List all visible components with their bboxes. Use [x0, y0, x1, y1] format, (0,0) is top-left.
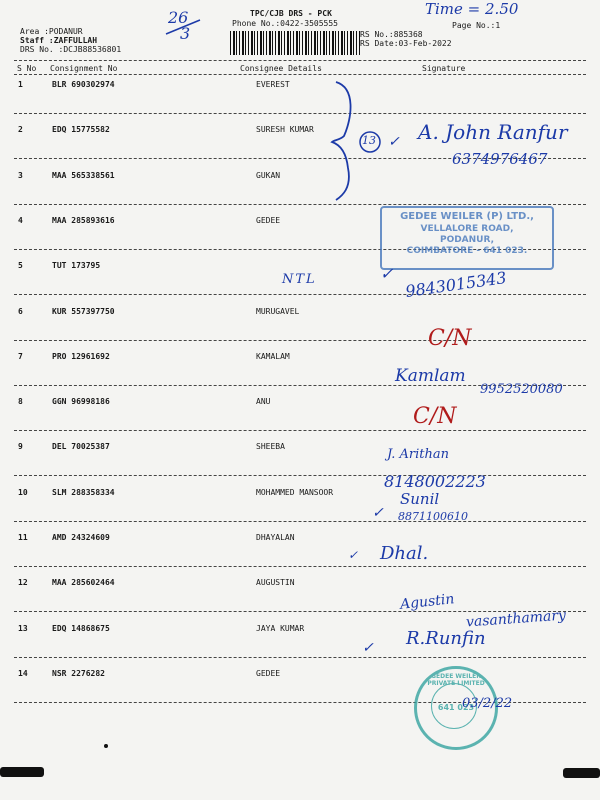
serial-number: 8: [18, 397, 23, 407]
serial-number: 10: [18, 487, 28, 497]
fraction-line: [164, 16, 204, 36]
serial-number: 14: [18, 668, 28, 678]
col-sno: S No: [17, 64, 37, 73]
ntl-note: NTL: [282, 272, 317, 287]
check-mark-10: ✓: [372, 505, 384, 521]
row-divider: [14, 294, 586, 295]
fraction-bottom: 3: [180, 24, 191, 43]
serial-number: 13: [18, 623, 28, 633]
phone-number: Phone No.:0422-3505555: [232, 19, 338, 28]
drs-number: DRS No. :DCJB88536801: [20, 45, 122, 54]
serial-number: 1: [18, 80, 23, 89]
cn-note-row-8: C/N: [413, 404, 457, 429]
staff-label: Staff :ZAFFULLAH: [20, 36, 98, 45]
consignee-name: GEDEE: [256, 215, 281, 225]
row-divider: [14, 430, 586, 431]
col-consignee: Consignee Details: [240, 64, 322, 73]
serial-number: 12: [18, 578, 28, 588]
consignee-name: SURESH KUMAR: [256, 125, 314, 135]
row-divider: [14, 204, 586, 205]
consignment-number: MAA 285893616: [52, 215, 115, 225]
consignee-name: DHAYALAN: [256, 533, 295, 542]
phone-row-2: 6374976467: [452, 150, 548, 168]
rs-date: RS Date:03-Feb-2022: [360, 39, 452, 48]
consignee-name: AUGUSTIN: [256, 578, 295, 588]
header-divider-bottom: [14, 74, 586, 75]
serial-number: 5: [18, 261, 23, 271]
fraction-top: 26: [168, 8, 189, 27]
serial-number: 11: [18, 533, 28, 542]
barcode: [230, 31, 360, 55]
row-divider: [14, 566, 586, 567]
page-number: Page No.:1: [452, 21, 501, 30]
signature-row-9: J. Arithan: [387, 447, 449, 462]
rs-number: RS No.:885368: [360, 30, 423, 39]
consignment-number: MAA 285602464: [52, 578, 115, 588]
consignment-number: BLR 690302974: [52, 80, 115, 89]
consignee-name: JAYA KUMAR: [256, 623, 305, 633]
serial-number: 3: [18, 170, 23, 180]
consignment-number: MAA 565338561: [52, 170, 115, 180]
row-divider: [14, 521, 586, 522]
serial-number: 4: [18, 215, 23, 225]
scan-blot-left: [0, 767, 44, 777]
row-divider: [14, 113, 586, 114]
consignment-number: TUT 173795: [52, 261, 101, 271]
check-mark-11: ✓: [348, 548, 359, 562]
consignment-number: DEL 70025387: [52, 442, 110, 452]
serial-number: 7: [18, 351, 23, 361]
area-label: Area :PODANUR: [20, 27, 83, 36]
phone-row-7: 9952520080: [480, 382, 563, 397]
document-title: TPC/CJB DRS - PCK: [250, 9, 332, 18]
consignee-name: MOHAMMED MANSOOR: [256, 487, 334, 497]
time-note: Time = 2.50: [425, 0, 519, 18]
row-divider: [14, 340, 586, 341]
col-consignment: Consignment No: [50, 64, 118, 73]
scan-dot: [104, 744, 108, 748]
serial-number: 9: [18, 442, 23, 452]
col-signature: Signature: [422, 64, 466, 73]
consignment-number: EDQ 15775582: [52, 125, 110, 135]
consignment-number: EDQ 14868675: [52, 623, 110, 633]
consignee-name: EVEREST: [256, 80, 290, 89]
serial-number: 6: [18, 306, 23, 316]
phone-row-9: 8148002223: [384, 472, 486, 491]
consignment-number: PRO 12961692: [52, 351, 110, 361]
scan-blot-right: [563, 768, 600, 778]
brace-mark: [330, 78, 360, 203]
consignee-name: ANU: [256, 397, 271, 407]
phone-row-5: 9843015343: [404, 268, 508, 301]
check-mark-5: ✓: [380, 264, 394, 283]
signature-row-2: A. John Ranfur: [418, 120, 568, 144]
signature-row-10: Sunil: [400, 490, 440, 508]
consignee-name: SHEEBA: [256, 442, 285, 452]
consignment-number: KUR 557397750: [52, 306, 115, 316]
signature-row-12a: Agustin: [399, 591, 456, 613]
consignee-name: GEDEE: [256, 668, 281, 678]
signature-row-12b: vasanthamary: [465, 607, 567, 631]
phone-row-10: 8871100610: [398, 510, 468, 523]
date-row-14: 03/2/22: [462, 696, 513, 711]
round-company-seal: GEDEE WEILER PRIVATE LIMITED 641 023: [414, 666, 498, 750]
cn-note-row-6: C/N: [428, 326, 472, 351]
consignee-name: MURUGAVEL: [256, 306, 300, 316]
signature-row-7: Kamlam: [395, 366, 466, 386]
row-divider: [14, 657, 586, 658]
serial-number: 2: [18, 125, 23, 135]
row-divider: [14, 475, 586, 476]
check-mark-2: ✓: [388, 134, 400, 150]
header-divider-top: [14, 60, 586, 61]
circled-count: 13: [362, 134, 376, 147]
consignee-name: GUKAN: [256, 170, 281, 180]
consignment-number: AMD 24324609: [52, 533, 110, 542]
consignment-number: SLM 288358334: [52, 487, 115, 497]
check-mark-13: ✓: [362, 640, 374, 656]
company-stamp: GEDEE WEILER (P) LTD., VELLALORE ROAD, PODANUR, COIMBATORE - 641 023.: [380, 206, 554, 270]
consignment-number: GGN 96998186: [52, 397, 110, 407]
consignment-number: NSR 2276282: [52, 668, 105, 678]
signature-row-11: Dhal.: [380, 543, 429, 564]
consignee-name: KAMALAM: [256, 351, 290, 361]
signature-row-13: R.Runfin: [406, 628, 486, 649]
